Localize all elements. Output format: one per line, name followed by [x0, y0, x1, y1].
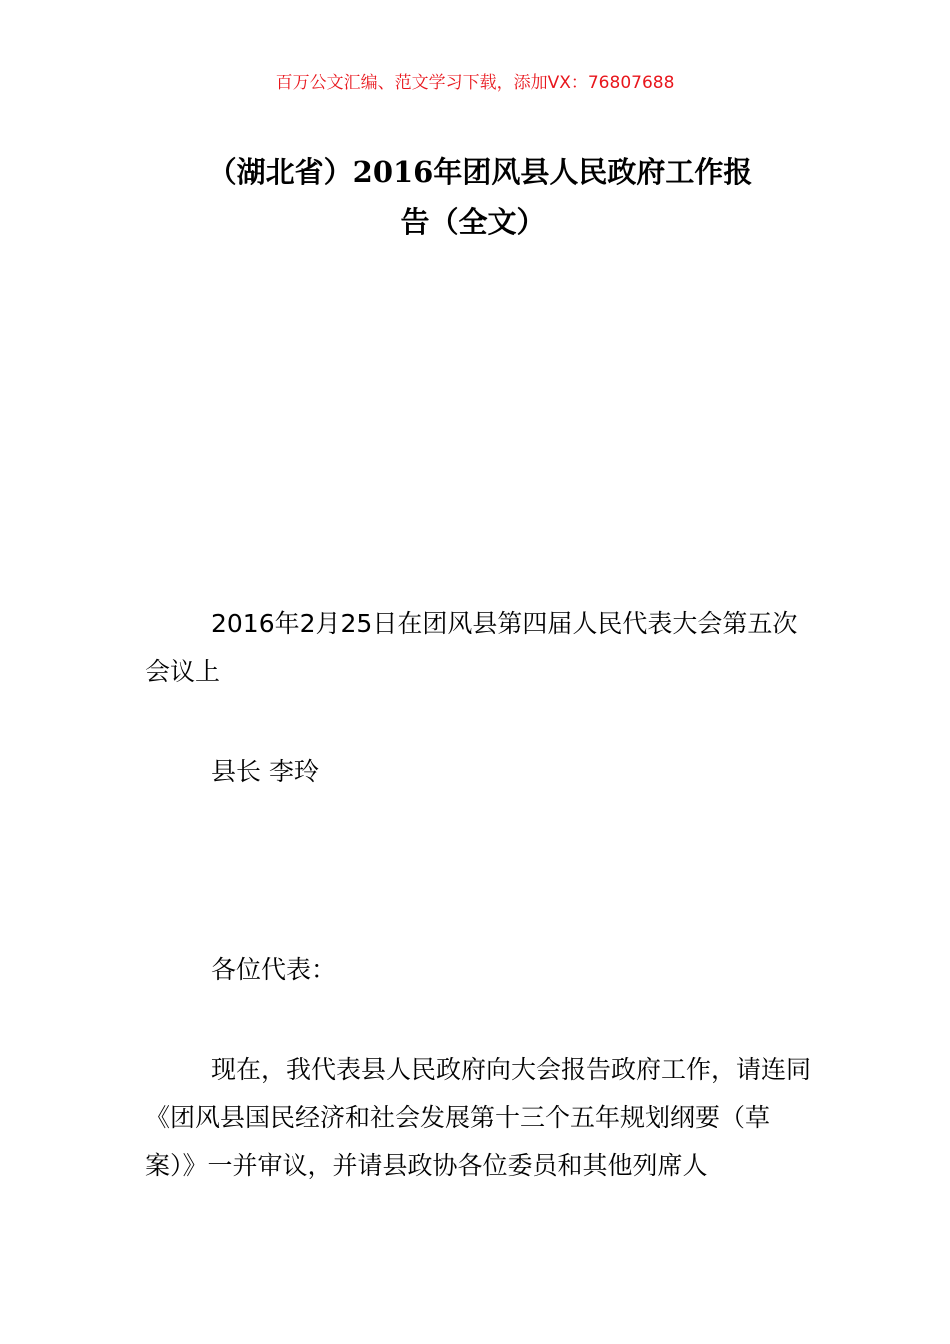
document-title-line-2: 告（全文）: [400, 205, 546, 239]
header-watermark-note: 百万公文汇编、范文学习下载，添加VX：76807688: [275, 73, 675, 93]
document-title-line-1: （湖北省）2016年团风县人民政府工作报: [207, 155, 753, 189]
author-line: 县长 李玲: [211, 757, 319, 786]
meeting-date-line: 2016年2月25日在团风县第四届人民代表大会第五次会议上: [145, 609, 798, 686]
greeting-line: 各位代表：: [211, 955, 337, 984]
intro-paragraph: 现在，我代表县人民政府向大会报告政府工作，请连同《团风县国民经济和社会发展第十三个五年规划纲要（草案）》一并审议，并请县政协各位委员和其他列席人: [145, 1055, 812, 1180]
